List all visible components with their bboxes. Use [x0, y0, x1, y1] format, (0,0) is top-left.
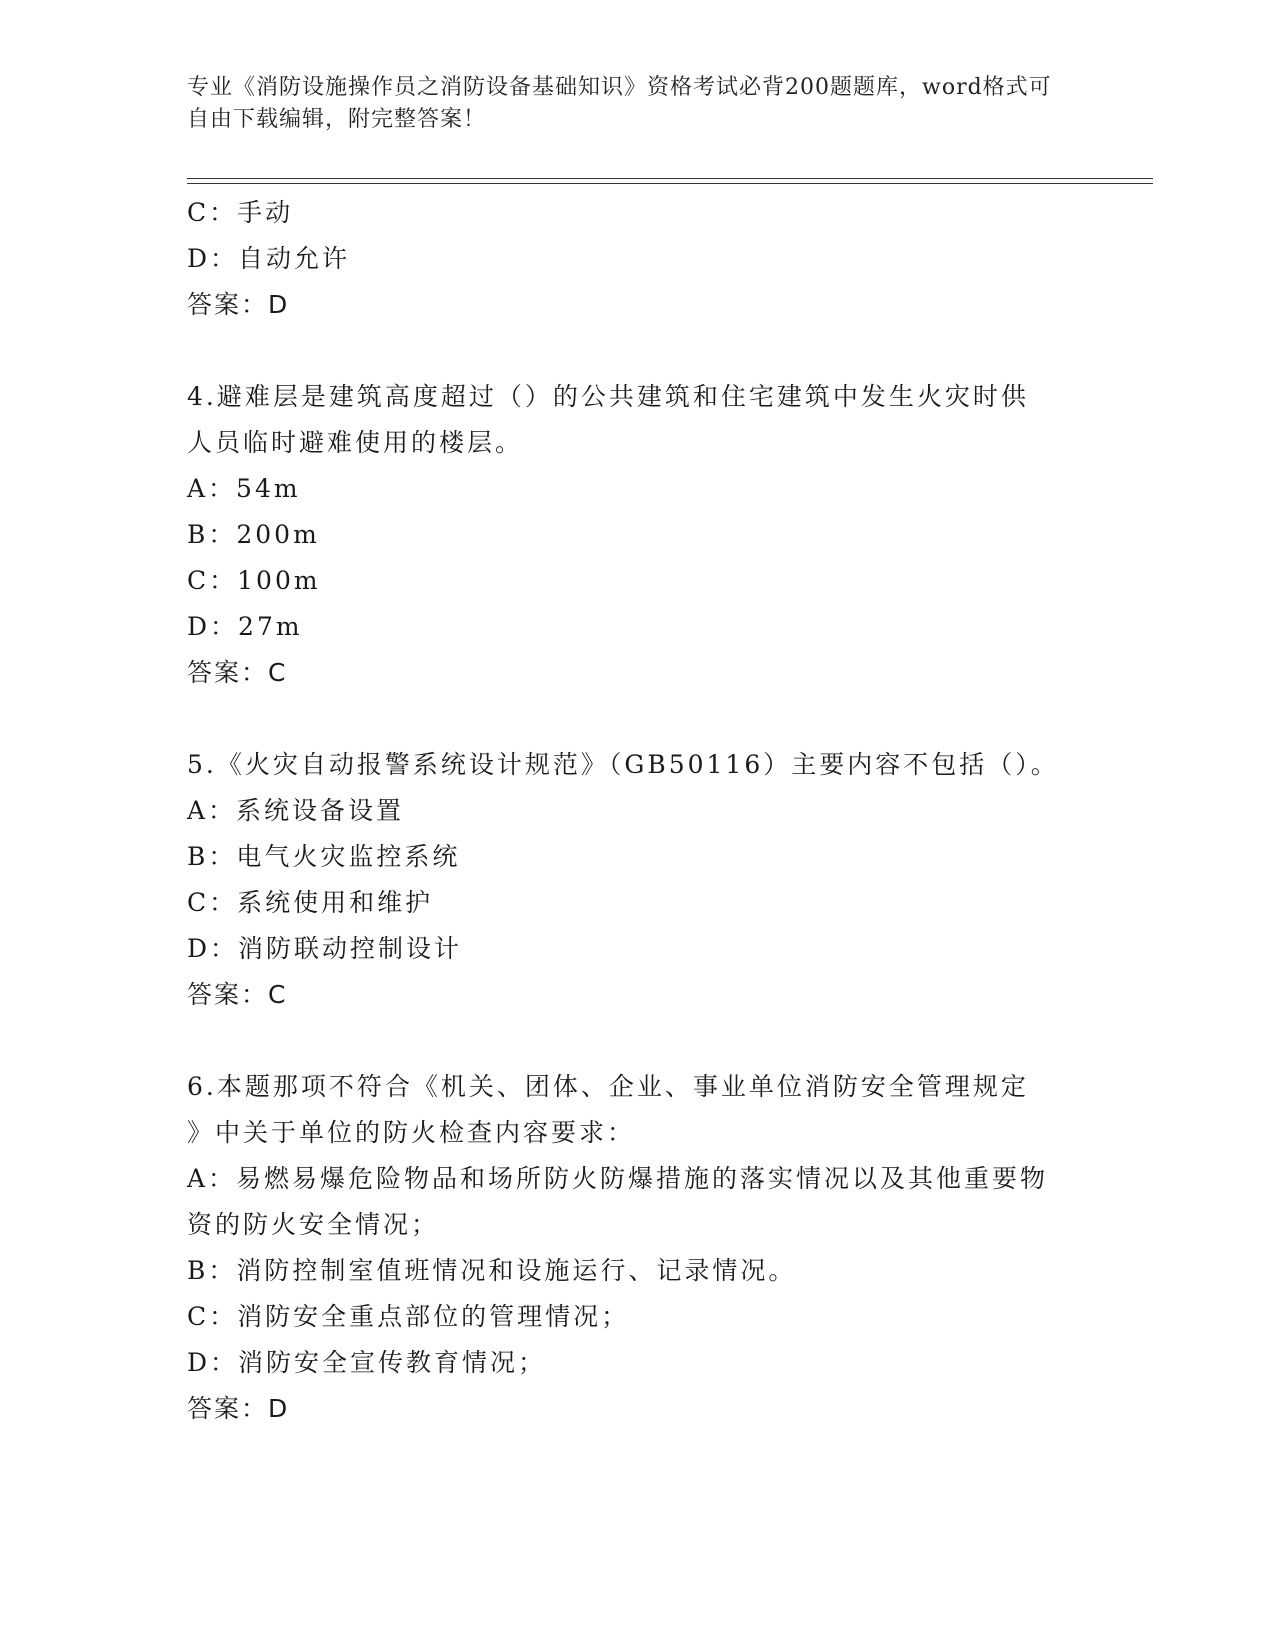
- option-b: B：电气火灾监控系统: [187, 842, 461, 871]
- option-d: D：27m: [187, 612, 303, 641]
- option-b: B：200m: [187, 520, 320, 549]
- question-stem: 5.《火灾自动报警系统设计规范》（GB50116）主要内容不包括（）。: [187, 750, 1059, 779]
- question-stem: 人员临时避难使用的楼层。: [187, 428, 524, 457]
- question-stem: 》中关于单位的防火检查内容要求：: [187, 1118, 636, 1147]
- question-6: [187, 1064, 1087, 1432]
- question-4: [187, 374, 1087, 696]
- answer-line: 答案：D: [187, 1394, 290, 1423]
- header-divider-top: [187, 178, 1153, 179]
- question-5: [187, 742, 1087, 1018]
- option-a: A：54m: [187, 474, 301, 503]
- answer-line: 答案：D: [187, 290, 290, 319]
- option-c: C：手动: [187, 198, 294, 227]
- answer-line: 答案：C: [187, 658, 288, 687]
- option-d: D：消防联动控制设计: [187, 934, 463, 963]
- option-b: B：消防控制室值班情况和设施运行、记录情况。: [187, 1256, 797, 1285]
- option-c: C：100m: [187, 566, 321, 595]
- header-divider-bottom: [187, 183, 1153, 184]
- option-c: C：系统使用和维护: [187, 888, 434, 917]
- option-a: A：系统设备设置: [187, 796, 405, 825]
- answer-line: 答案：C: [187, 980, 288, 1009]
- document-header: 专业《消防设施操作员之消防设备基础知识》资格考试必背200题题库，word格式可自由下载编辑，附完整答案！: [187, 75, 1052, 132]
- option-a-continued: 资的防火安全情况；: [187, 1210, 440, 1239]
- question-stem: 4.避难层是建筑高度超过（）的公共建筑和住宅建筑中发生火灾时供: [187, 382, 1029, 411]
- spacer: [187, 1018, 1087, 1064]
- question-3-tail: [187, 190, 1087, 328]
- option-d: D：消防安全宣传教育情况；: [187, 1348, 547, 1377]
- option-c: C：消防安全重点部位的管理情况；: [187, 1302, 630, 1331]
- spacer: [187, 696, 1087, 742]
- document-body: [187, 190, 1087, 1432]
- option-a: A：易燃易爆危险物品和场所防火防爆措施的落实情况以及其他重要物: [187, 1164, 1049, 1193]
- spacer: [187, 328, 1087, 374]
- question-stem: 6.本题那项不符合《机关、团体、企业、事业单位消防安全管理规定: [187, 1072, 1029, 1101]
- option-d: D：自动允许: [187, 244, 351, 273]
